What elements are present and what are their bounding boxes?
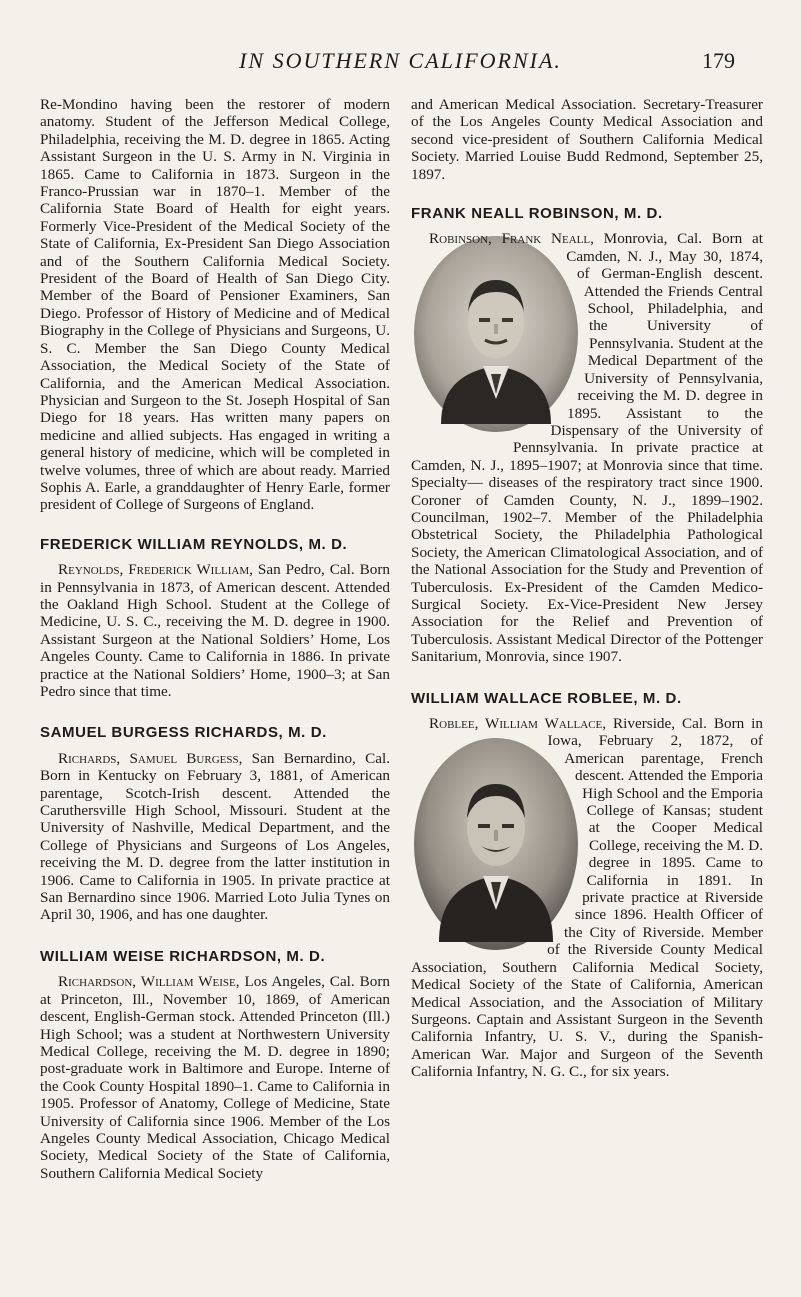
entry-text: San Pedro, Cal. Born in Pennsylvania in 1873, of American descent. Attended the Oakland High School. Student at the College of Medicine, U. S. C., receiving the M. D. degree in 1900. Assistant Surgeon at the National Soldiers’ Home, Los Angeles County. Came to California in 1886. In private practice at the National Soldiers’ Home, 1900–3; at San Pedro since that time. [40,561,390,700]
entry-body-roblee [411,715,763,1081]
left-column [40,96,390,1182]
running-head [0,48,801,74]
entry-heading-robinson: FRANK NEALL ROBINSON, M. D. [411,205,663,223]
entry-text: Monrovia, Cal. Born at Camden, N. J., May 30, 1874, of German-English descent. Attended the Friends Central School, Philadelphia, and the University of Pennsylvania. Student at the Medical Department of the University of Pennsylvania, receiving the M. D. degree in 1895. Assistant to the Dispensary of the University of Pennsylvania. In private practice at Camden, N. J., 1895–1907; at Monrovia since that time. Specialty— diseases of the respiratory tract since 1900. Coroner of Camden County, N. J., 1899–1902. Councilman, 1902–7. Member of the Philadelphia Obstetrical Society, the Philadelphia Pathological Society, the American Climatological Association, and of the National Association for the Study and Prevention of Tuberculosis. Ex-President of the Camden Medico-Surgical Society. Ex-Vice-President New Jersey Association for the Relief and Prevention of Tuberculosis. Assistant Medical Director of the Pottenger Sanitarium, Monrovia, since 1907. [411,230,763,666]
continuation-paragraph: Re-Mondino having been the restorer of modern anatomy. Student of the Jefferson Medical College, Philadelphia, receiving the M. D. degree in 1865. Acting Assistant Surgeon in the U. S. Army in N. Virginia in 1865. Came to California in 1873. Surgeon in the Franco-Prussian war in 1870–1. Member of the California State Board of Health for eight years. Formerly Vice-President of the Medical Society of the State of California, Ex-President San Diego Association and of the Southern California Medical Society. President of the Board of Health of San Diego City. Member of the Board of Pensioner Examiners, San Diego. Professor of History of Medicine and of Medical Biography in the College of Physicians and Surgeons, U. S. C. Member the San Diego County Medical Association, the Medical Society of the State of California, and the American Medical Association. Physician and Surgeon to the St. Joseph Hospital of San Diego for 18 years. Has written many papers on medicine and allied subjects. Has engaged in writing a general history of medicine, which will be completed in twelve volumes, three of which are about ready. Married Sophis A. Earle, a granddaughter of Henry Earle, former president of College of Surgeons of England. [40,96,390,514]
entry-heading-richardson: WILLIAM WEISE RICHARDSON, M. D. [40,947,326,965]
entry-body-reynolds [40,561,390,700]
page-number: 179 [702,48,735,73]
entry-name-lead: Roblee, William Wallace, [429,715,607,732]
entry-body-richards [40,750,390,924]
entry-heading-reynolds: FREDERICK WILLIAM REYNOLDS, M. D. [40,535,348,553]
entry-heading-richards: SAMUEL BURGESS RICHARDS, M. D. [40,724,327,742]
running-title: IN SOUTHERN CALIFORNIA. [239,48,562,73]
entry-name-lead: Robinson, Frank Neall, [429,230,594,248]
portrait-roblee [411,736,581,952]
entry-name-lead: Reynolds, Frederick William, [58,561,253,579]
continuation-paragraph: and American Medical Association. Secretary-Treasurer of the Los Angeles County Medical Association and second vice-president of Southern California Medical Society. Married Louise Budd Redmond, September 25, 1897. [411,96,763,183]
entry-text: San Bernardino, Cal. Born in Kentucky on February 3, 1881, of American parentage, Scotch-Irish descent. Attended the Caruthersville High School, Missouri. Student at the University of Nashville, Medical Department, and the College of Physicians and Surgeons of Los Angeles, receiving the M. D. degree from the latter institution in 1906. Came to California in 1905. In private practice at San Bernardino since 1906. Married Loto Julia Tynes on April 30, 1906, and has one daughter. [40,749,390,924]
entry-heading-roblee: WILLIAM WALLACE ROBLEE, M. D. [411,689,682,707]
entry-body-richardson [40,973,390,1182]
entry-name-lead: Richardson, William Weise, [58,973,240,991]
entry-text: Riverside, Cal. Born in Iowa, February 2, 1872, of American parentage, French descent. Attended the Emporia High School and the Emporia College of Kansas; student at the Cooper Medical College, receiving the M. D. degree in 1895. Came to California in 1891. In private practice at Riverside since 1896. Health Officer of the City of Riverside. Member of the Riverside County Medical Association, Southern California Medical Society, Medical Society of the State of California, American Medical Association, and the Association of Military Surgeons. Captain and Assistant Surgeon in the Seventh California Infantry, U. S. V., during the Spanish-American War. Major and Surgeon of the Seventh California Infantry, N. G. C., for six years. [411,715,763,1081]
entry-body-robinson [411,230,763,665]
right-column [411,96,763,1081]
entry-name-lead: Richards, Samuel Burgess, [58,749,243,767]
entry-text: Los Angeles, Cal. Born at Princeton, Ill., November 10, 1869, of American descent, English-German stock. Attended Princeton (Ill.) High School; was a student at Northwestern University Medical College, receiving the M. D. degree in 1890; post-graduate work in Baltimore and Europe. Interne of the Cook County Hospital 1890–1. Came to California in 1905. Professor of Anatomy, College of Medicine, State University of California since 1906. Member of the Los Angeles County Medical Association, Chicago Medical Society, Medical Society of the State of California, Southern California Medical Society [40,973,390,1182]
portrait-robinson [411,234,581,434]
